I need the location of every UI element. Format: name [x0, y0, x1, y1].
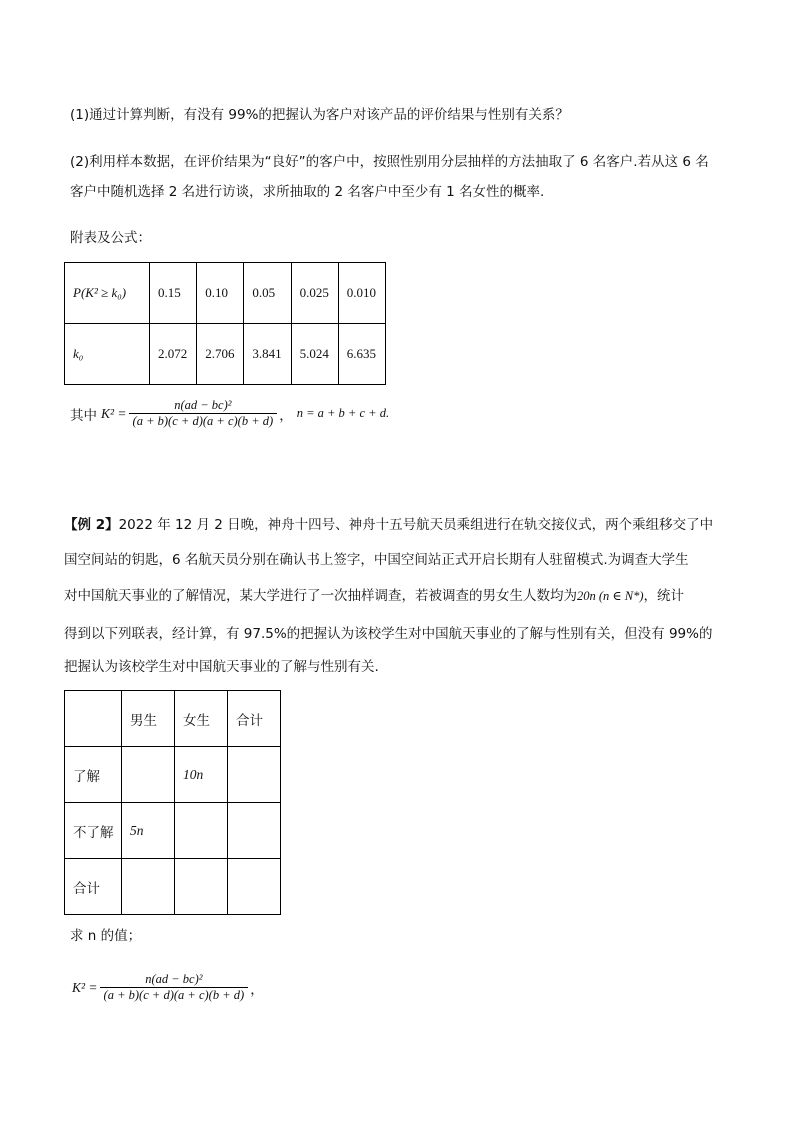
- formula-lhs: K² =: [72, 979, 98, 995]
- formula-prefix: 其中: [70, 407, 97, 424]
- table-cell: 2.706: [197, 324, 244, 385]
- table-row: [65, 263, 386, 324]
- table-cell: 3.841: [244, 324, 291, 385]
- table-cell: [175, 803, 228, 859]
- table-row: [65, 747, 281, 803]
- formula-fraction: [102, 972, 247, 1003]
- formula-separator: ，: [279, 407, 293, 424]
- table-cell: 0.010: [338, 263, 385, 324]
- critical-value-table: [64, 262, 386, 385]
- table-header-cell: 女生: [175, 691, 228, 747]
- formula-separator: ，: [250, 981, 264, 998]
- example-2-line-4: 得到以下列联表，经计算，有 97.5%的把握认为该校学生对中国航天事业的了解与性别有关，但没有 99%的: [64, 626, 713, 642]
- formula-fraction: [131, 398, 276, 429]
- table-cell: 2.072: [150, 324, 197, 385]
- table-cell: [122, 859, 175, 915]
- table-cell: [228, 803, 281, 859]
- formula-numerator: n(ad − bc)²: [174, 398, 232, 412]
- question-2-line-2: 客户中随机选择 2 名进行访谈，求所抽取的 2 名客户中至少有 1 名女性的概率.: [70, 184, 545, 200]
- appendix-title: 附表及公式：: [70, 230, 151, 246]
- formula-2: [72, 972, 264, 1003]
- table-header-cell: 合计: [228, 691, 281, 747]
- formula-numerator: n(ad − bc)²: [145, 972, 203, 986]
- formula-n-definition: n = a + b + c + d.: [296, 406, 390, 420]
- table-cell: 10n: [175, 747, 228, 803]
- example-text: 对中国航天事业的了解情况，某大学进行了一次抽样调查，若被调查的男女生人数均为: [64, 588, 577, 604]
- table-row: [65, 691, 281, 747]
- contingency-table: [64, 690, 281, 915]
- formula-denominator: (a + b)(c + d)(a + c)(b + d): [132, 414, 274, 428]
- formula-lhs: K² =: [101, 405, 127, 421]
- table-cell: [175, 859, 228, 915]
- example-2-line-2: 国空间站的钥匙，6 名航天员分别在确认书上签字，中国空间站正式开启长期有人驻留模式.为调查大学生: [64, 552, 689, 568]
- ask-n: 求 n 的值；: [70, 928, 142, 944]
- table-cell: 0.15: [150, 263, 197, 324]
- table-row: [65, 859, 281, 915]
- example-math: 20n (n ∈ N*): [577, 589, 644, 603]
- table-cell: [228, 859, 281, 915]
- formula-denominator: (a + b)(c + d)(a + c)(b + d): [103, 988, 245, 1002]
- table-cell: 0.10: [197, 263, 244, 324]
- table-cell: [228, 747, 281, 803]
- example-text: ，统计: [643, 588, 685, 604]
- example-tag: 【例 2】: [64, 517, 119, 533]
- table-row: [65, 803, 281, 859]
- table-row-head: 了解: [65, 747, 122, 803]
- table-cell: 5n: [122, 803, 175, 859]
- example-text: 2022 年 12 月 2 日晚，神舟十四号、神舟十五号航天员乘组进行在轨交接仪式，两个乘组移交了中: [118, 517, 714, 533]
- table-cell: 6.635: [338, 324, 385, 385]
- formula-1: [70, 398, 389, 429]
- table-cell: [122, 747, 175, 803]
- table-cell: 0.025: [291, 263, 338, 324]
- example-2-line-3: [64, 584, 684, 604]
- question-1: (1)通过计算判断，有没有 99%的把握认为客户对该产品的评价结果与性别有关系？: [70, 107, 569, 123]
- table-header-cell: 男生: [122, 691, 175, 747]
- question-2-line-1: (2)利用样本数据，在评价结果为“良好”的客户中，按照性别用分层抽样的方法抽取了 6 名客户.若从这 6 名: [70, 154, 709, 170]
- table-row-head: P(K² ≥ k₀): [65, 263, 150, 324]
- table-cell: 5.024: [291, 324, 338, 385]
- example-2-line-5: 把握认为该校学生对中国航天事业的了解与性别有关.: [64, 659, 379, 675]
- table-cell: 0.05: [244, 263, 291, 324]
- table-row-head: 合计: [65, 859, 122, 915]
- example-2-line-1: [64, 513, 713, 533]
- table-row-head: k₀: [65, 324, 150, 385]
- table-row: [65, 324, 386, 385]
- table-cell: [65, 691, 122, 747]
- table-row-head: 不了解: [65, 803, 122, 859]
